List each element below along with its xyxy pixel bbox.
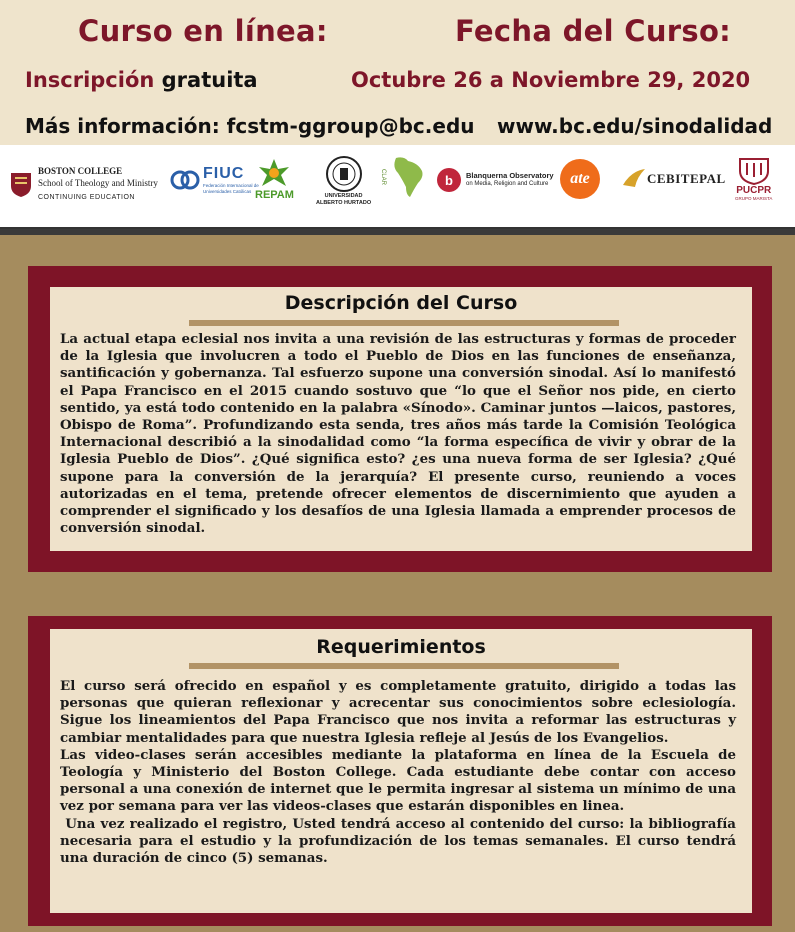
more-info-email[interactable]: Más información: fcstm-ggroup@bc.edu	[25, 114, 475, 138]
fiuc-logo	[170, 165, 261, 195]
repam-logo	[255, 157, 294, 201]
requirements-paragraph-3: Una vez realizado el registro, Usted tendrá acceso al contenido del curso: la bibliografía necesaria para el estudio y la profundización de los temas semanales. El curso tendrá una duración de cinco (5) semanas.	[60, 815, 741, 867]
svg-text:b: b	[445, 173, 453, 188]
pucpr-sub: GRUPO MARISTA	[735, 196, 773, 201]
header-banner	[0, 0, 795, 145]
ate-name: ate	[570, 170, 590, 187]
description-title: Descripción del Curso	[284, 292, 518, 314]
repam-name: REPAM	[255, 189, 294, 201]
pucpr-logo	[735, 155, 772, 201]
cebitepal-bird-icon	[621, 167, 647, 191]
blanquerna-logo	[436, 167, 554, 193]
pucpr-crest-icon	[737, 155, 771, 185]
description-panel	[50, 287, 752, 551]
course-date-heading: Fecha del Curso:	[455, 14, 732, 48]
bc-line2: School of Theology and Ministry	[38, 178, 158, 188]
requirements-paragraph-2: Las video-clases serán accesibles mediante la plataforma en línea de la Escuela de Teología y Ministerio del Boston College. Cada estudiante debe contar con acceso personal a una conexión de internet que le permita ingresar al sistema un mínimo de una vez por semana para ver las videos-clases que estarán disponibles en linea.	[60, 746, 736, 815]
bc-shield-icon	[10, 172, 32, 198]
bc-line1: BOSTON COLLEGE	[38, 166, 123, 176]
latin-america-map-icon	[388, 155, 428, 199]
content-area	[0, 229, 795, 932]
repam-mark-icon	[256, 157, 292, 189]
requirements-frame	[28, 616, 772, 926]
description-text	[60, 331, 736, 537]
uah-line1: UNIVERSIDAD	[324, 193, 363, 199]
registration-label	[25, 68, 258, 92]
pucpr-name: PUCPR	[736, 185, 772, 196]
cebitepal-name: CEBITEPAL	[647, 171, 726, 186]
bc-line3: CONTINUING EDUCATION	[38, 194, 135, 201]
fiuc-mark-icon	[170, 166, 200, 194]
boston-college-logo	[10, 165, 158, 204]
website-link[interactable]: www.bc.edu/sinodalidad	[497, 114, 773, 138]
requirements-title: Requerimientos	[316, 636, 486, 658]
uah-seal-icon	[325, 155, 363, 193]
description-paragraph: La actual etapa eclesial nos invita a una revisión de las estructuras y formas de proceder de la Iglesia que involucren a todo el Pueblo de Dios en las funciones de enseñanza, santificación y gobernanza. Tal esfuerzo supone una conversión sinodal. Así lo manifestó el Papa Francisco en el 2015 cuando sostuvo que “lo que el Señor nos pide, en cierto sentido, ya está todo contenido en la palabra «Sínodo». Caminar juntos —laicos, pastores, Obispo de Roma”. Profundizando esta senda, tres años más tarde la Comisión Teológica Internacional describió a la sinodalidad como “la forma específica de vivir y obrar de la Iglesia Pueblo de Dios”. ¿Qué significa esto? ¿es una nueva forma de ser Iglesia? ¿Qué supone para la conversión de la jerarquía? El presente curso, reuniendo a voces autorizadas en el tema, pretende ofrecer elementos de discernimiento que ayuden a comprender el significado y los desafíos de una Iglesia llamada a emprender procesos de conversión sinodal.	[60, 331, 736, 537]
blanquerna-mark-icon	[436, 167, 462, 193]
fiuc-sub: Federación Internacional de Universidades Católicas	[203, 183, 259, 194]
description-frame	[28, 266, 772, 572]
clar-logo	[380, 155, 428, 199]
requirements-paragraph-1: El curso será ofrecido en español y es completamente gratuito, dirigido a todas las personas que quieran reflexionar y acrecentar sus conocimientos sobre eclesiología. Sigue los lineamientos del Papa Francisco que nos invita a reformar las estructuras y cambiar mentalidades para que nuestra Iglesia refleje al Jesús de los Evangelios.	[60, 678, 736, 746]
partner-logos-strip	[0, 145, 795, 229]
course-online-heading: Curso en línea:	[78, 14, 328, 48]
course-dates: Octubre 26 a Noviembre 29, 2020	[351, 68, 751, 92]
blanquerna-line2: on Media, Religion and Culture	[466, 181, 549, 187]
ate-circle-icon	[560, 159, 600, 199]
registration-free: gratuita	[161, 68, 258, 92]
uah-line2: ALBERTO HURTADO	[316, 200, 372, 206]
requirements-text	[60, 678, 741, 867]
registration-word: Inscripción	[25, 68, 155, 92]
clar-name: CLAR	[380, 168, 386, 185]
uah-logo	[316, 155, 371, 207]
requirements-panel	[50, 629, 752, 913]
requirements-title-rule	[189, 663, 619, 669]
cebitepal-logo	[621, 167, 726, 191]
blanquerna-line1: Blanquerna Observatory	[466, 171, 554, 180]
description-title-rule	[189, 320, 619, 326]
ate-logo	[560, 159, 600, 199]
fiuc-name: FIUC	[203, 165, 245, 182]
